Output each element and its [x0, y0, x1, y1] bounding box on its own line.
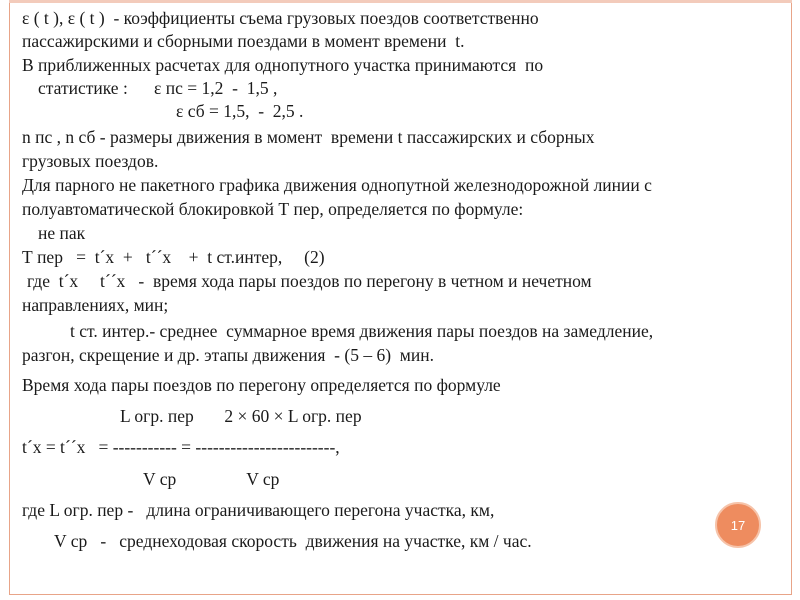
text-line-passenger-trains: пассажирскими и сборными поездами в момент времени t.: [22, 31, 465, 51]
text-line-statistics-eps-ps: статистике : ε пс = 1,2 - 1,5 ,: [38, 78, 278, 98]
formula-denominator: V ср V ср: [143, 469, 280, 489]
text-line-where-l: где L огр. пер - длина ограничивающего перегона участка, км,: [22, 500, 495, 520]
text-line-eps-sb: ε сб = 1,5, - 2,5 .: [176, 101, 304, 121]
text-line-where-tx: где t´x t´´x - время хода пары поездов по перегону в четном и нечетном: [27, 271, 592, 291]
formula-t-per: Т пер = t´x + t´´x + t ст.интер, (2): [22, 247, 325, 267]
text-line-directions: направлениях, мин;: [22, 295, 169, 315]
formula-tx-equals: t´x = t´´x = ----------- = ------------------------,: [22, 437, 340, 457]
text-line-paired-schedule: Для парного не пакетного графика движения однопутной железнодорожной линии с: [22, 175, 652, 195]
slide-top-border: [9, 0, 792, 3]
text-line-t-st-inter: t ст. интер.- среднее суммарное время движения пары поездов на замедление,: [70, 321, 654, 341]
page-number-badge: 17: [715, 502, 761, 548]
text-line-ne-pak: не пак: [38, 223, 86, 243]
text-line-epsilon-definition: ε ( t ), ε ( t ) - коэффициенты съема грузовых поездов соответственно: [22, 8, 539, 28]
text-line-acceleration: разгон, скрещение и др. этапы движения - (5 – 6) мин.: [22, 345, 434, 365]
text-line-semi-auto-block: полуавтоматической блокировкой Т пер, определяется по формуле:: [22, 199, 524, 219]
text-line-v-sr: V ср - среднеходовая скорость движения на участке, км / час.: [54, 531, 532, 551]
text-line-n-definition: n пс , n сб - размеры движения в момент времени t пассажирских и сборных: [22, 127, 595, 147]
text-line-travel-time-formula: Время хода пары поездов по перегону определяется по формуле: [22, 375, 501, 395]
text-line-approximate-calc: В приближенных расчетах для однопутного участка принимаются по: [22, 55, 544, 75]
text-line-freight-trains: грузовых поездов.: [22, 151, 159, 171]
formula-numerator: L огр. пер 2 × 60 × L огр. пер: [120, 406, 362, 426]
